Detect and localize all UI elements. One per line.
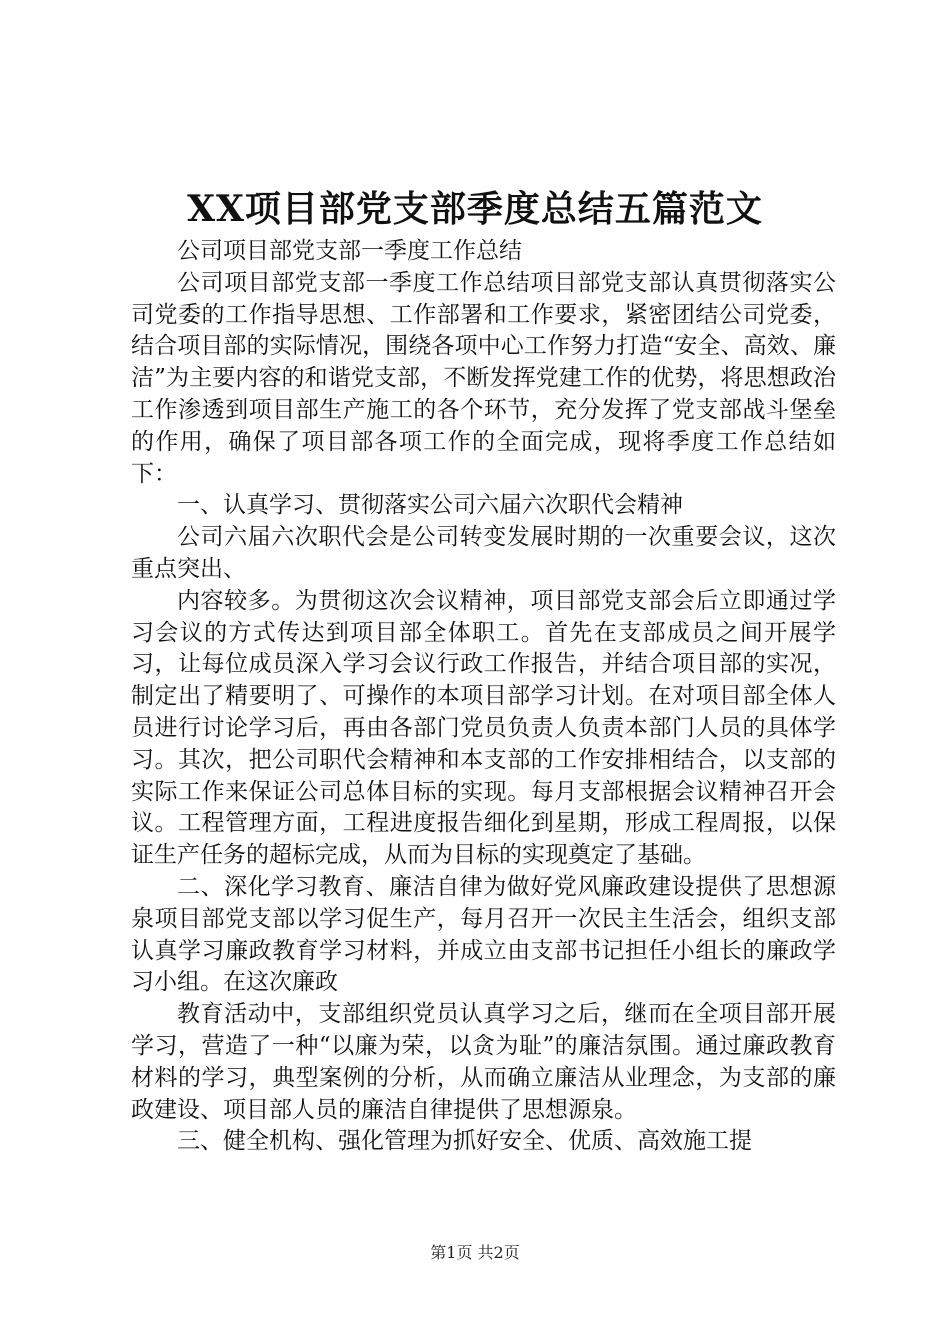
body-paragraph: 公司项目部党支部一季度工作总结项目部党支部认真贯彻落实公司党委的工作指导思想、工作部署和工作要求，紧密团结公司党委，结合项目部的实际情况，围绕各项中心工作努力打造“安全、高效、廉洁”为主要内容的和谐党支部，不断发挥党建工作的优势，将思想政治工作渗透到项目部生产施工的各个环节，充分发挥了党支部战斗堡垒的作用，确保了项目部各项工作的全面完成，现将季度工作总结如下： xyxy=(131,269,836,487)
body-paragraph: 公司六届六次职代会是公司转变发展时期的一次重要会议，这次重点突出、 xyxy=(131,524,836,582)
section-subtitle: 公司项目部党支部一季度工作总结 xyxy=(177,238,522,264)
section-heading-1: 一、认真学习、贯彻落实公司六届六次职代会精神 xyxy=(177,492,683,519)
section-heading-2-paragraph: 二、深化学习教育、廉洁自律为做好党风廉政建设提供了思想源泉项目部党支部以学习促生产，每月召开一次民主生活会，组织支部认真学习廉政教育学习材料，并成立由支部书记担任小组长的廉政学习小组。在这次廉政 xyxy=(131,873,836,996)
document-title: XX项目部党支部季度总结五篇范文 xyxy=(187,188,763,230)
body-paragraph: 内容较多。为贯彻这次会议精神，项目部党支部会后立即通过学习会议的方式传达到项目部全体职工。首先在支部成员之间开展学习，让每位成员深入学习会议行政工作报告，并结合项目部的实况，制定出了精要明了、可操作的本项目部学习计划。在对项目部全体人员进行讨论学习后，再由各部门党员负责人负责本部门人员的具体学习。其次，把公司职代会精神和本支部的工作安排相结合，以支部的实际工作来保证公司总体目标的实现。每月支部根据会议精神召开会议。工程管理方面，工程进度报告细化到星期，形成工程周报，以保证生产任务的超标完成，从而为目标的实现奠定了基础。 xyxy=(131,587,836,869)
section-heading-3: 三、健全机构、强化管理为抓好安全、优质、高效施工提 xyxy=(177,1128,752,1155)
page-number: 第1页 共2页 xyxy=(430,1243,520,1262)
document-body xyxy=(131,236,836,1158)
body-paragraph: 教育活动中，支部组织党员认真学习之后，继而在全项目部开展学习，营造了一种“以廉为荣，以贪为耻”的廉洁氛围。通过廉政教育材料的学习，典型案例的分析，从而确立廉洁从业理念，为支部的廉政建设、项目部人员的廉洁自律提供了思想源泉。 xyxy=(131,1001,836,1123)
